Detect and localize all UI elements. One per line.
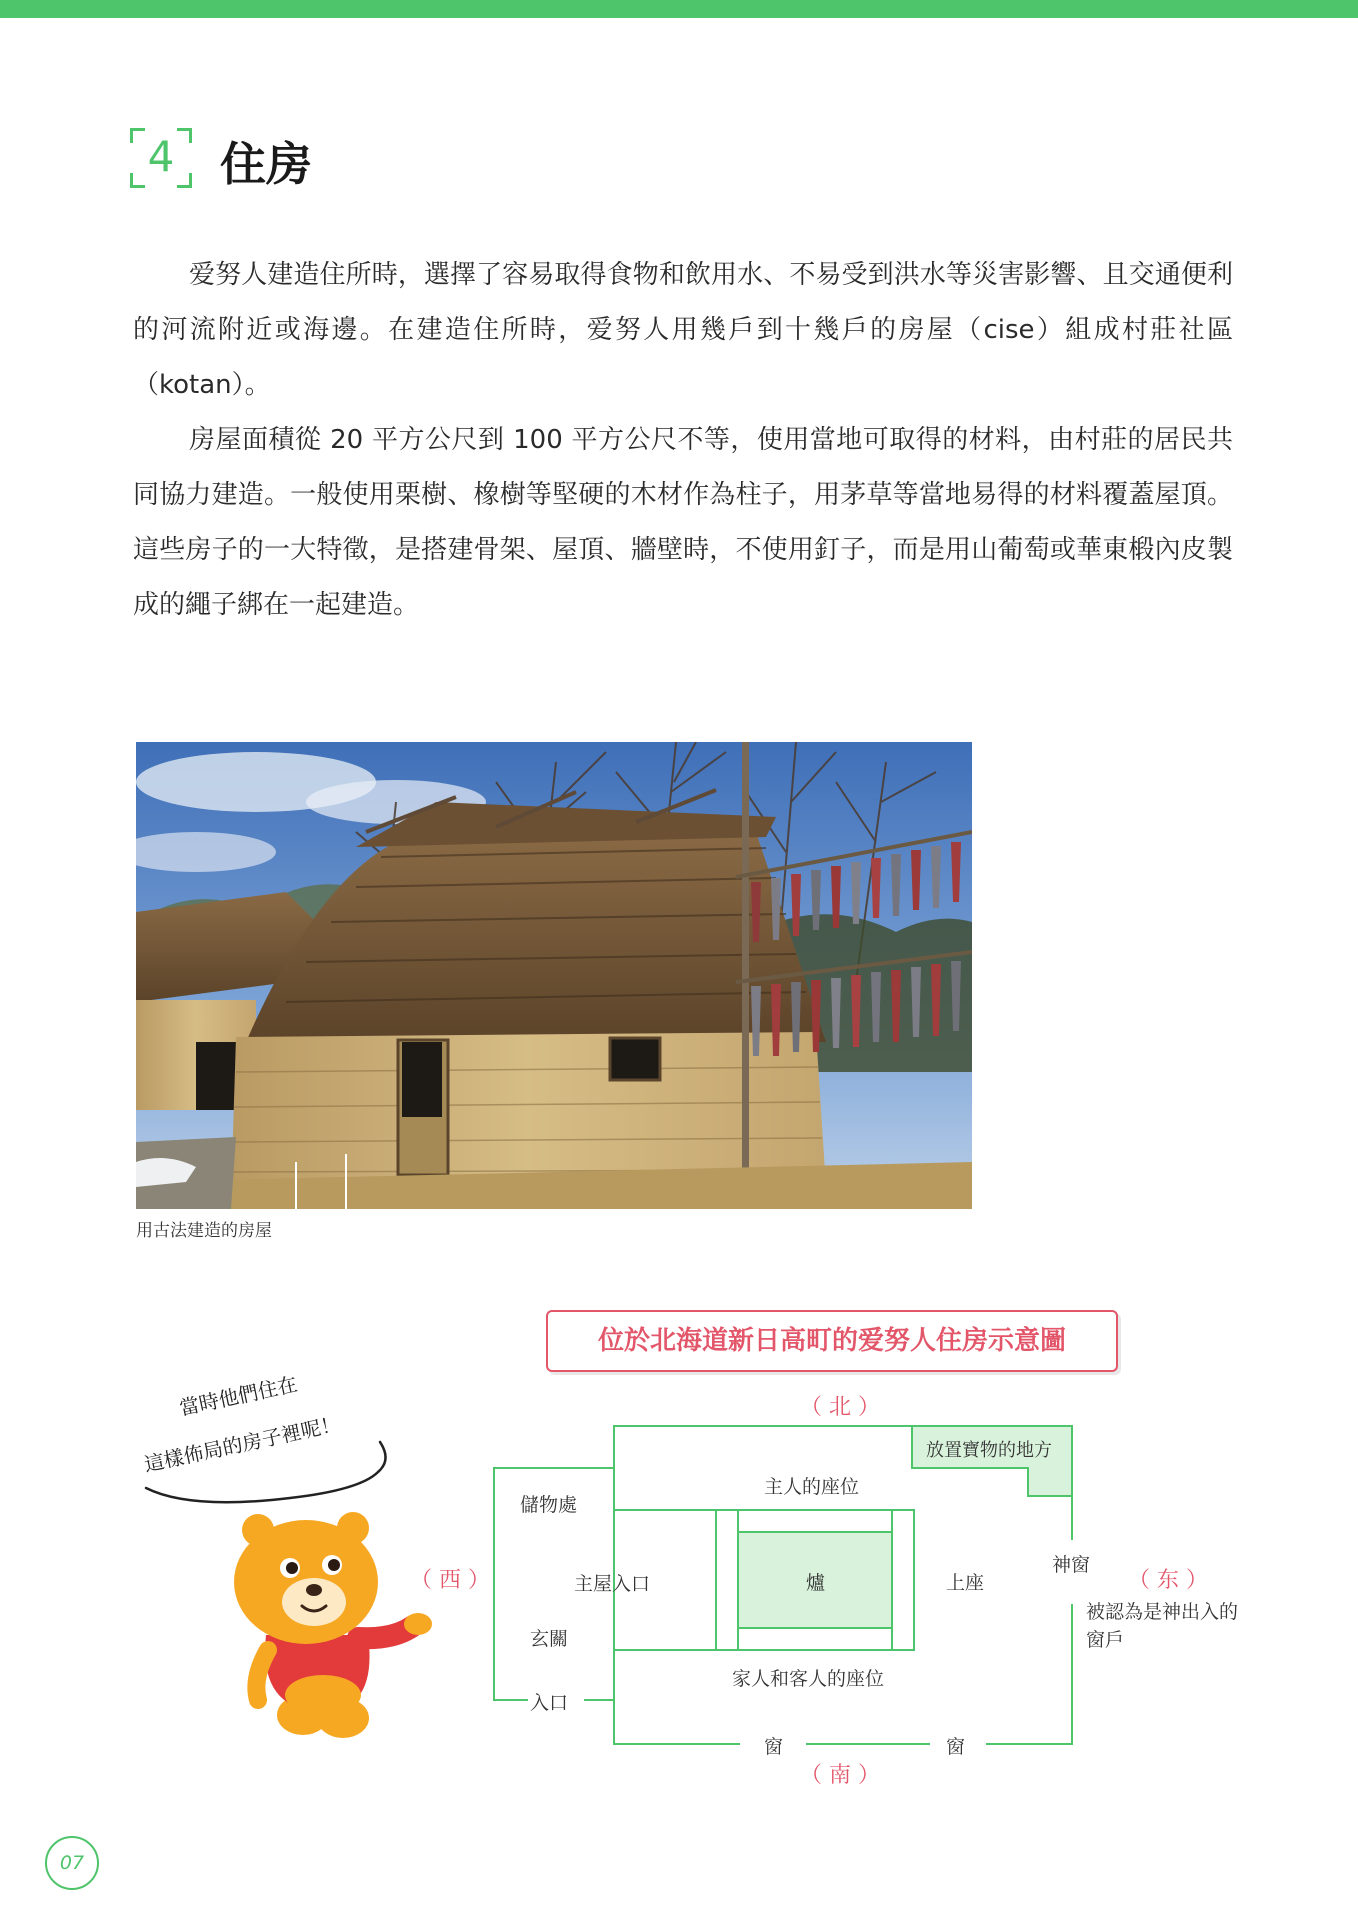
family-seat-label: 家人和客人的座位 xyxy=(732,1668,885,1690)
vestibule-label: 玄關 xyxy=(530,1628,569,1650)
main-entrance-label: 主屋入口 xyxy=(574,1573,651,1595)
treasure-place-label: 放置寶物的地方 xyxy=(926,1440,1052,1461)
window-right-label: 窗 xyxy=(946,1736,966,1758)
master-seat-label: 主人的座位 xyxy=(764,1476,860,1498)
bubble-line-2: 這樣佈局的房子裡呢！ xyxy=(142,1411,343,1477)
north-label: （ 北 ） xyxy=(800,1395,880,1420)
section-number: 4 xyxy=(147,132,175,181)
sacred-window-note: 被認為是神出入的窗戶 xyxy=(1086,1601,1239,1651)
paragraph-1: 爱努人建造住所時，選擇了容易取得食物和飲用水、不易受到洪水等災害影響、且交通便利的河流附近或海邊。在建造住所時，爱努人用幾戶到十幾戶的房屋（cise）組成村莊社區（kotan）。 xyxy=(133,260,1233,400)
upper-seat-label: 上座 xyxy=(946,1572,985,1594)
diagram-title: 位於北海道新日高町的爱努人住房示意圖 xyxy=(597,1326,1066,1356)
east-label: （ 东 ） xyxy=(1128,1568,1208,1593)
photo-caption: 用古法建造的房屋 xyxy=(136,1221,272,1241)
speech-bubble xyxy=(130,1360,410,1510)
west-label: （ 西 ） xyxy=(410,1568,490,1593)
bear-mascot xyxy=(228,1510,438,1750)
storage-label: 儲物處 xyxy=(520,1494,578,1516)
bubble-line-1: 當時他們住在 xyxy=(177,1371,300,1421)
page-number: 07 xyxy=(45,1836,99,1890)
south-label: （ 南 ） xyxy=(800,1763,880,1788)
entrance-label: 入口 xyxy=(530,1692,569,1714)
paragraph-2: 房屋面積從 20 平方公尺到 100 平方公尺不等，使用當地可取得的材料，由村莊的居民共同協力建造。一般使用栗樹、橡樹等堅硬的木材作為柱子，用茅草等當地易得的材料覆蓋屋頂。這些房子的一大特徵，是搭建骨架、屋頂、牆壁時，不使用釘子，而是用山葡萄或華東椴內皮製成的繩子綁在一起建造。 xyxy=(133,425,1233,620)
section-title: 住房 xyxy=(220,137,312,191)
hearth-label: 爐 xyxy=(806,1572,826,1594)
sacred-window-label: 神窗 xyxy=(1052,1554,1091,1576)
window-left-label: 窗 xyxy=(764,1736,784,1758)
